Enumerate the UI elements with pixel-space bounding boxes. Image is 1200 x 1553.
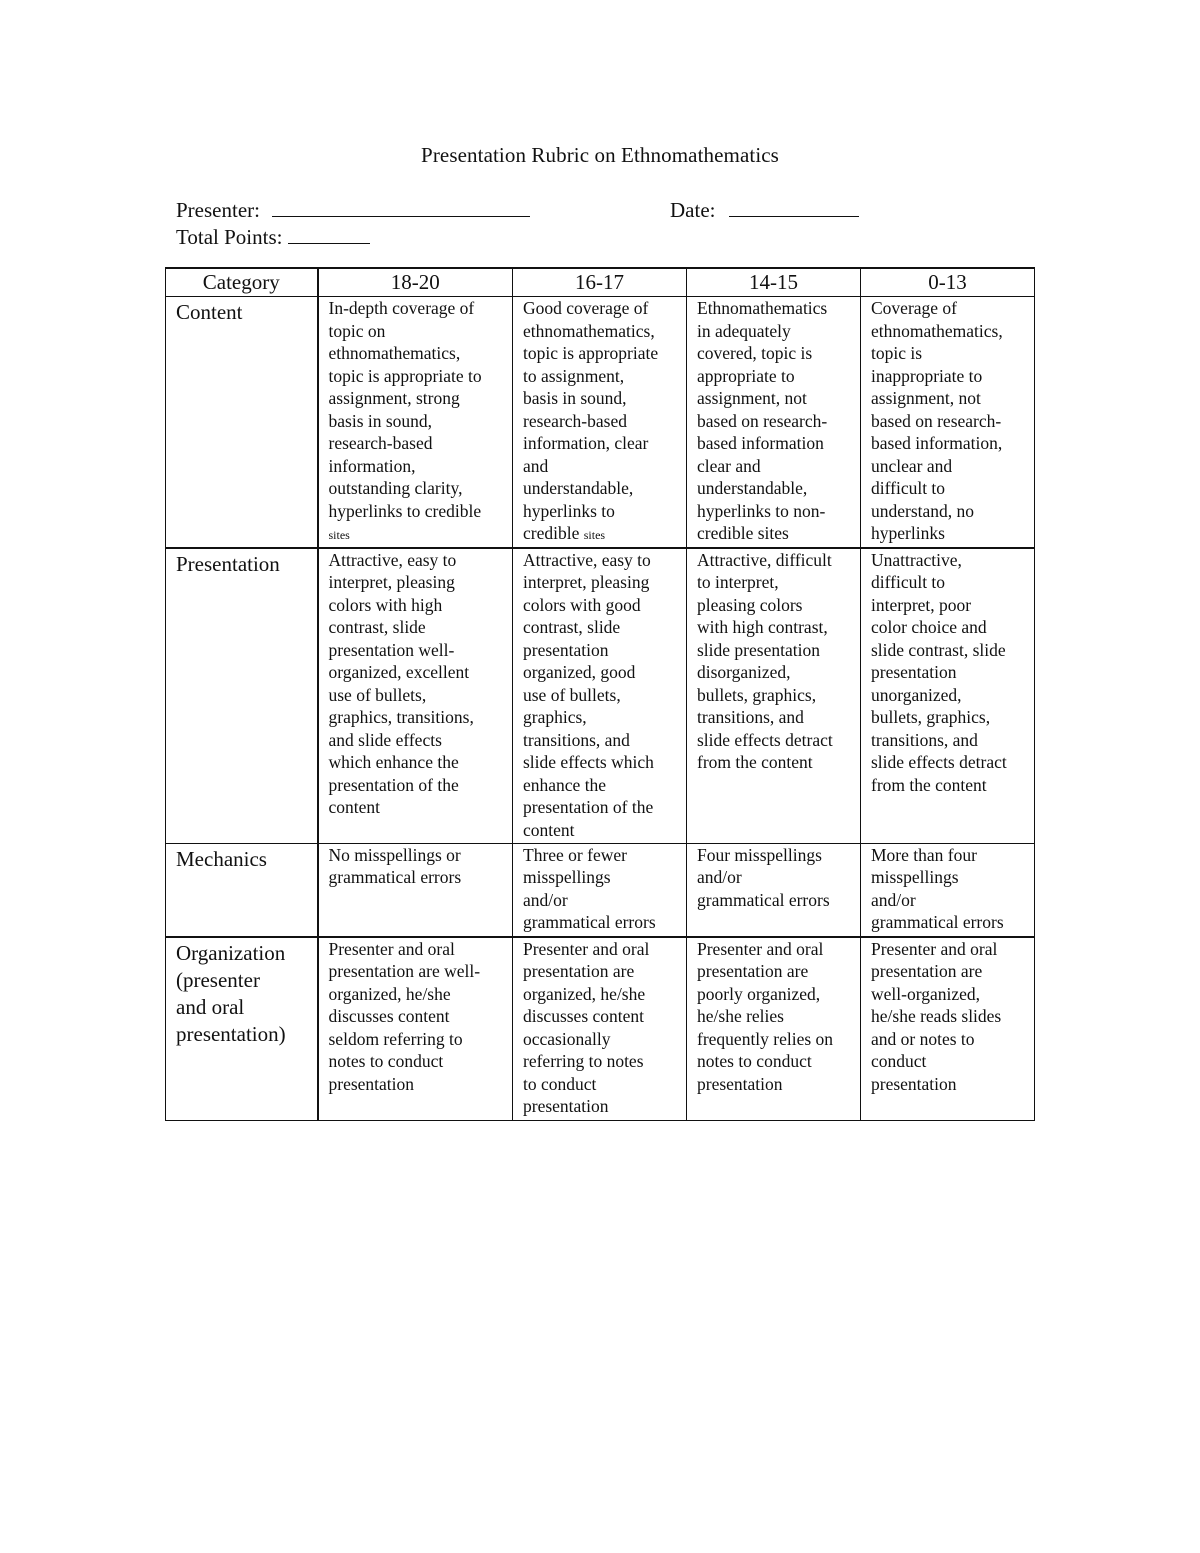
date-blank-line[interactable] [729, 198, 859, 217]
rubric-table [165, 267, 1035, 1121]
rubric-cell: Unattractive, difficult to interpret, poor color choice and slide contrast, slide presentation unorganized, bullets, graphics, transitions, and slide effects detract from the content [861, 548, 1035, 844]
rubric-cell: Presenter and oral presentation are organized, he/she discusses content occasionally referring to notes to conduct presentation [513, 937, 687, 1121]
table-row [166, 843, 1035, 937]
header-score-18-20: 18-20 [318, 268, 513, 297]
total-points-field [176, 225, 370, 250]
rubric-cell: Ethnomathematics in adequately covered, topic is appropriate to assignment, not based on research- based information clear and understandable, hyperlinks to non- credible sites [687, 297, 861, 548]
table-row [166, 297, 1035, 548]
table-row [166, 548, 1035, 844]
category-presentation: Presentation [166, 548, 318, 844]
rubric-cell: Four misspellings and/or grammatical errors [687, 843, 861, 937]
page-title: Presentation Rubric on Ethnomathematics [421, 143, 779, 167]
header-score-16-17: 16-17 [513, 268, 687, 297]
total-points-blank-line[interactable] [288, 225, 370, 244]
rubric-cell: In-depth coverage of topic on ethnomathematics, topic is appropriate to assignment, strong basis in sound, research-based information, outstanding clarity, hyperlinks to credible sites [318, 297, 513, 548]
rubric-cell: Presenter and oral presentation are poorly organized, he/she relies frequently relies on notes to conduct presentation [687, 937, 861, 1121]
category-mechanics: Mechanics [166, 843, 318, 937]
rubric-cell: Attractive, difficult to interpret, pleasing colors with high contrast, slide presentation disorganized, bullets, graphics, transitions, and slide effects detract from the content [687, 548, 861, 844]
header-score-0-13: 0-13 [861, 268, 1035, 297]
rubric-cell: Attractive, easy to interpret, pleasing colors with high contrast, slide presentation well- organized, excellent use of bullets, graphics, transitions, and slide effects which enhance the presentation of the content [318, 548, 513, 844]
table-row [166, 937, 1035, 1121]
rubric-cell: More than four misspellings and/or grammatical errors [861, 843, 1035, 937]
presenter-label: Presenter: [176, 198, 260, 222]
rubric-cell: Three or fewer misspellings and/or grammatical errors [513, 843, 687, 937]
rubric-cell: Presenter and oral presentation are well- organized, he/she discusses content seldom referring to notes to conduct presentation [318, 937, 513, 1121]
category-organization: Organization (presenter and oral presentation) [166, 937, 318, 1121]
rubric-cell: Presenter and oral presentation are well-organized, he/she reads slides and or notes to conduct presentation [861, 937, 1035, 1121]
total-points-label: Total Points: [176, 225, 283, 249]
rubric-cell: No misspellings or grammatical errors [318, 843, 513, 937]
small-suffix: sites [583, 528, 606, 542]
presenter-blank-line[interactable] [272, 198, 530, 217]
presenter-field [176, 198, 530, 223]
header-category: Category [166, 268, 318, 297]
category-content: Content [166, 297, 318, 548]
rubric-cell: Attractive, easy to interpret, pleasing colors with good contrast, slide presentation organized, good use of bullets, graphics, transitions, and slide effects which enhance the presentation of the content [513, 548, 687, 844]
rubric-cell: Coverage of ethnomathematics, topic is inappropriate to assignment, not based on research- based information, unclear and difficult to understand, no hyperlinks [861, 297, 1035, 548]
header-score-14-15: 14-15 [687, 268, 861, 297]
date-label: Date: [670, 198, 716, 222]
date-field [670, 198, 859, 223]
rubric-cell: Good coverage of ethnomathematics, topic is appropriate to assignment, basis in sound, research-based information, clear and understandable, hyperlinks to credible sites [513, 297, 687, 548]
small-suffix: sites [328, 528, 350, 542]
header-row [166, 268, 1035, 297]
